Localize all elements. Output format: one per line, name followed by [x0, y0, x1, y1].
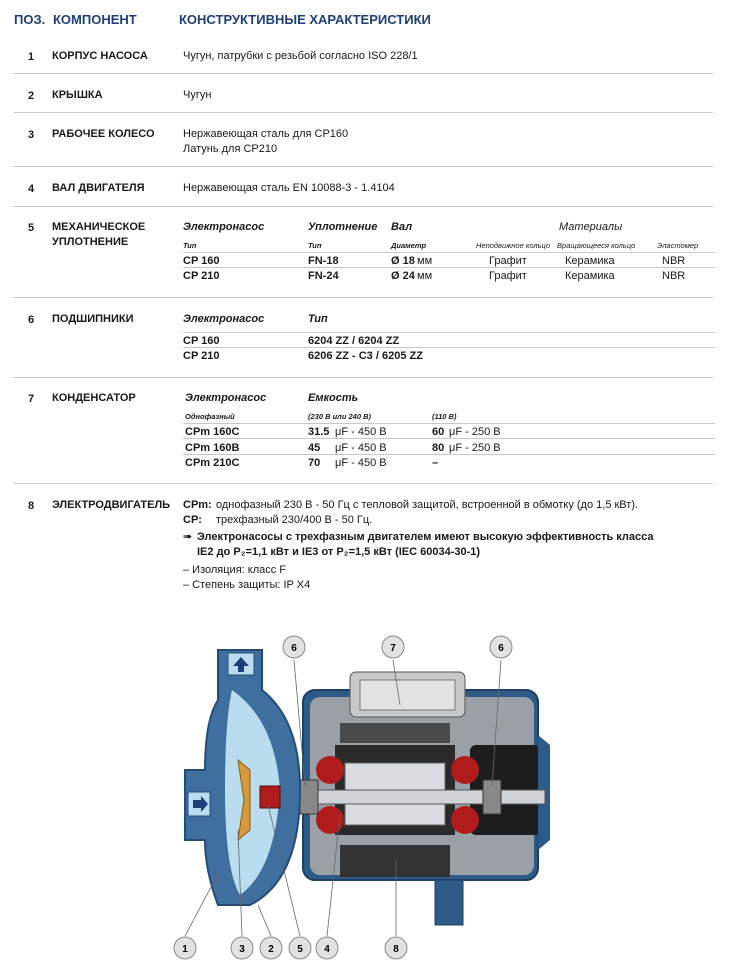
- bearings-cell-pump: CP 160: [183, 335, 220, 347]
- motor-cp-label: CP:: [183, 514, 202, 526]
- bearings-header-type: Тип: [308, 313, 328, 325]
- table-divider: [183, 252, 715, 253]
- seal-cell-unit: мм: [417, 255, 433, 267]
- bearings-cell-pump: CP 210: [183, 350, 220, 362]
- seal-header-shaft: Вал: [391, 221, 413, 233]
- table-divider: [183, 267, 715, 268]
- row-divider: [14, 377, 713, 378]
- svg-text:1: 1: [182, 944, 188, 955]
- seal-cell-diameter: Ø 18: [391, 255, 415, 267]
- svg-text:6: 6: [291, 643, 297, 654]
- mechanical-seal: [260, 786, 280, 808]
- row-number: 3: [28, 129, 35, 141]
- row-divider: [14, 166, 713, 167]
- motor-cpm-text: однофазный 230 В - 50 Гц с тепловой защитой, встроенной в обмотку (до 1,5 кВт).: [216, 499, 639, 511]
- svg-text:4: 4: [324, 944, 330, 955]
- seal-cell-diameter: Ø 24: [391, 270, 415, 282]
- component-name-line2: УПЛОТНЕНИЕ: [52, 236, 129, 248]
- row-number: 1: [28, 51, 35, 63]
- capacitor-cell-c1: 31.5: [308, 426, 330, 438]
- row-divider: [14, 73, 713, 74]
- capacitor-sub-single-phase: Однофазный: [185, 412, 235, 421]
- capacitor-cell-u2: μF - 250 В: [449, 442, 501, 454]
- seal-sub-fixed-ring: Неподвижное кольцо: [476, 241, 551, 250]
- capacitor-cell-pump: CPm 160C: [185, 426, 240, 438]
- callout-7: [382, 636, 404, 658]
- component-description-line1: Нержавеющая сталь для CP160: [183, 128, 349, 140]
- seal-sub-type: Тип: [308, 241, 322, 250]
- arrow-icon: ➠: [183, 531, 193, 543]
- capacitor-cell-u2: μF - 250 В: [449, 426, 501, 438]
- table-divider: [183, 332, 715, 333]
- svg-text:3: 3: [239, 944, 245, 955]
- capacitor-cell-c1: 70: [308, 457, 321, 469]
- seal-cell-unit: мм: [417, 270, 433, 282]
- row-number: 6: [28, 314, 35, 326]
- callout-8: [385, 937, 407, 959]
- seal-cell-elastomer: NBR: [662, 270, 686, 282]
- component-name: КРЫШКА: [52, 89, 103, 101]
- row-number: 7: [28, 393, 35, 405]
- component-name: ЭЛЕКТРОДВИГАТЕЛЬ: [52, 499, 171, 511]
- capacitor-cell-u1: μF - 450 В: [335, 426, 387, 438]
- header-component: КОМПОНЕНТ: [53, 12, 137, 27]
- motor-efficiency-note-line1: Электронасосы с трехфазным двигателем имеют высокую эффективность класса: [197, 531, 654, 543]
- header-characteristics: КОНСТРУКТИВНЫЕ ХАРАКТЕРИСТИКИ: [179, 12, 431, 27]
- seal-cell-elastomer: NBR: [662, 255, 686, 267]
- component-name: КОРПУС НАСОСА: [52, 50, 148, 62]
- seal-cell-pump: CP 160: [183, 255, 220, 267]
- row-number: 5: [28, 222, 35, 234]
- bearings-cell-type: 6204 ZZ / 6204 ZZ: [308, 335, 400, 347]
- row-divider: [14, 297, 713, 298]
- component-description: Чугун: [183, 89, 212, 101]
- seal-header-materials: Материалы: [559, 221, 623, 233]
- capacitor-header-capacity: Емкость: [308, 392, 359, 404]
- seal-header-pump: Электронасос: [183, 221, 265, 233]
- capacitor-cell-pump: CPm 160B: [185, 442, 240, 454]
- bearing-front: [300, 780, 318, 814]
- component-name: КОНДЕНСАТОР: [52, 392, 136, 404]
- component-description: Чугун, патрубки с резьбой согласно ISO 228/1: [183, 50, 418, 62]
- capacitor-cell-c2: 80: [432, 442, 445, 454]
- motor-efficiency-note-line2: IE2 до P₂=1,1 кВт и IE3 от P₂=1,5 кВт (IEC 60034-30-1): [197, 546, 481, 558]
- callout-4: [316, 937, 338, 959]
- pump-cross-section-diagram: [0, 620, 730, 973]
- bearings-header-pump: Электронасос: [183, 313, 265, 325]
- motor-cpm-label: CPm:: [183, 499, 212, 511]
- capacitor-cell-u1: μF - 450 В: [335, 457, 387, 469]
- capacitor-header-pump: Электронасос: [185, 392, 267, 404]
- seal-header-seal: Уплотнение: [308, 221, 378, 233]
- motor-protection: – Степень защиты: IP X4: [183, 579, 311, 591]
- callout-1: [174, 937, 196, 959]
- component-description: Нержавеющая сталь EN 10088-3 - 1.4104: [183, 182, 395, 194]
- seal-cell-pump: CP 210: [183, 270, 220, 282]
- svg-text:6: 6: [498, 643, 504, 654]
- seal-sub-type: Тип: [183, 241, 197, 250]
- row-divider: [14, 112, 713, 113]
- callout-5: [289, 937, 311, 959]
- header-pos: ПОЗ.: [14, 12, 46, 27]
- capacitor-sub-v110: (110 В): [432, 412, 457, 421]
- capacitor-sub-v230: (230 В или 240 В): [308, 412, 372, 421]
- row-divider: [14, 206, 713, 207]
- row-number: 4: [28, 183, 35, 195]
- callout-2: [260, 937, 282, 959]
- seal-cell-fixed: Графит: [489, 255, 527, 267]
- component-name: РАБОЧЕЕ КОЛЕСО: [52, 128, 155, 140]
- seal-cell-fixed: Графит: [489, 270, 527, 282]
- capacitor-cell-pump: CPm 210C: [185, 457, 240, 469]
- component-name: ВАЛ ДВИГАТЕЛЯ: [52, 182, 145, 194]
- table-divider: [183, 438, 715, 439]
- svg-text:8: 8: [393, 944, 399, 955]
- callout-6-rear: [490, 636, 512, 658]
- row-number: 2: [28, 90, 35, 102]
- seal-cell-rotating: Керамика: [565, 270, 615, 282]
- svg-text:2: 2: [268, 944, 274, 955]
- callout-3: [231, 937, 253, 959]
- table-divider: [183, 423, 715, 424]
- seal-cell-rotating: Керамика: [565, 255, 615, 267]
- component-name: ПОДШИПНИКИ: [52, 313, 134, 325]
- capacitor-cell-c2: 60: [432, 426, 445, 438]
- svg-text:5: 5: [297, 944, 303, 955]
- seal-sub-diameter: Диаметр: [391, 241, 427, 250]
- capacitor-cell-c2: –: [432, 457, 439, 469]
- seal-sub-elastomer: Эластомер: [657, 241, 699, 250]
- table-divider: [183, 347, 715, 348]
- callout-6-front: [283, 636, 305, 658]
- row-number: 8: [28, 500, 35, 512]
- seal-sub-rotating-ring: Вращающееся кольцо: [557, 241, 636, 250]
- bearings-cell-type: 6206 ZZ - C3 / 6205 ZZ: [308, 350, 423, 362]
- seal-cell-seal: FN-24: [308, 270, 339, 282]
- bearing-rear: [483, 780, 501, 814]
- motor-cp-text: трехфазный 230/400 В - 50 Гц.: [216, 514, 373, 526]
- seal-cell-seal: FN-18: [308, 255, 339, 267]
- capacitor-cell-c1: 45: [308, 442, 321, 454]
- svg-text:7: 7: [390, 643, 396, 654]
- component-name-line1: МЕХАНИЧЕСКОЕ: [52, 221, 146, 233]
- capacitor-cell-u1: μF - 450 В: [335, 442, 387, 454]
- table-divider: [183, 454, 715, 455]
- motor-insulation: – Изоляция: класс F: [183, 564, 287, 576]
- component-description-line2: Латунь для CP210: [183, 143, 278, 155]
- row-divider: [14, 483, 713, 484]
